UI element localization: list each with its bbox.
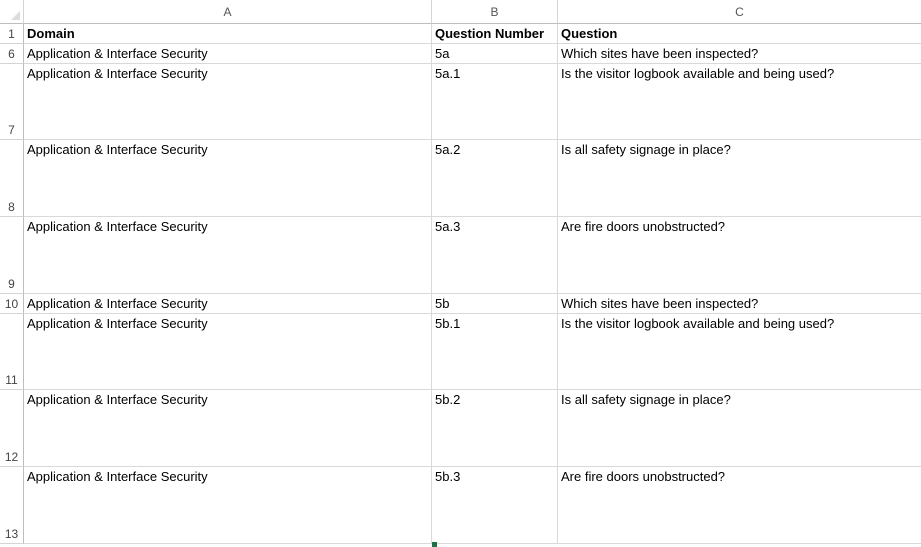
cell-question-number[interactable]: 5a.3 [432, 217, 558, 294]
row-header[interactable]: 9 [0, 217, 24, 294]
cell-domain[interactable]: Application & Interface Security [24, 294, 432, 314]
cell-domain[interactable]: Application & Interface Security [24, 390, 432, 467]
cell-question-number[interactable]: 5a [432, 44, 558, 64]
cell-domain[interactable]: Application & Interface Security [24, 314, 432, 390]
column-header-a[interactable]: A [24, 0, 432, 24]
cell-question-number[interactable]: 5a.2 [432, 140, 558, 217]
select-all-corner[interactable] [0, 0, 24, 24]
row-header[interactable]: 10 [0, 294, 24, 314]
row-header[interactable]: 12 [0, 390, 24, 467]
cell-question[interactable]: Which sites have been inspected? [558, 294, 921, 314]
cell-domain[interactable]: Application & Interface Security [24, 64, 432, 140]
row-header[interactable]: 11 [0, 314, 24, 390]
row-header[interactable]: 1 [0, 24, 24, 44]
row-header[interactable]: 6 [0, 44, 24, 64]
cell-question[interactable]: Which sites have been inspected? [558, 44, 921, 64]
column-header-c[interactable]: C [558, 0, 921, 24]
cell-question[interactable]: Are fire doors unobstructed? [558, 217, 921, 294]
cell-question-number[interactable]: 5b.2 [432, 390, 558, 467]
row-header[interactable]: 8 [0, 140, 24, 217]
cell-question[interactable]: Is all safety signage in place? [558, 140, 921, 217]
cell-question[interactable]: Is the visitor logbook available and being used? [558, 314, 921, 390]
row-header[interactable]: 13 [0, 467, 24, 544]
header-cell-question-number[interactable]: Question Number [432, 24, 558, 44]
column-header-b[interactable]: B [432, 0, 558, 24]
cell-domain[interactable]: Application & Interface Security [24, 467, 432, 544]
fill-handle[interactable] [432, 542, 437, 547]
cell-domain[interactable]: Application & Interface Security [24, 140, 432, 217]
cell-domain[interactable]: Application & Interface Security [24, 44, 432, 64]
cell-question[interactable]: Is all safety signage in place? [558, 390, 921, 467]
cell-question-number[interactable]: 5a.1 [432, 64, 558, 140]
cell-question-number[interactable]: 5b.1 [432, 314, 558, 390]
header-cell-question[interactable]: Question [558, 24, 921, 44]
cell-question-number[interactable]: 5b.3 [432, 467, 558, 544]
cell-question-number[interactable]: 5b [432, 294, 558, 314]
select-all-triangle-icon [11, 11, 20, 20]
cell-question[interactable]: Is the visitor logbook available and being used? [558, 64, 921, 140]
row-header[interactable]: 7 [0, 64, 24, 140]
cell-question[interactable]: Are fire doors unobstructed? [558, 467, 921, 544]
cell-domain[interactable]: Application & Interface Security [24, 217, 432, 294]
header-cell-domain[interactable]: Domain [24, 24, 432, 44]
